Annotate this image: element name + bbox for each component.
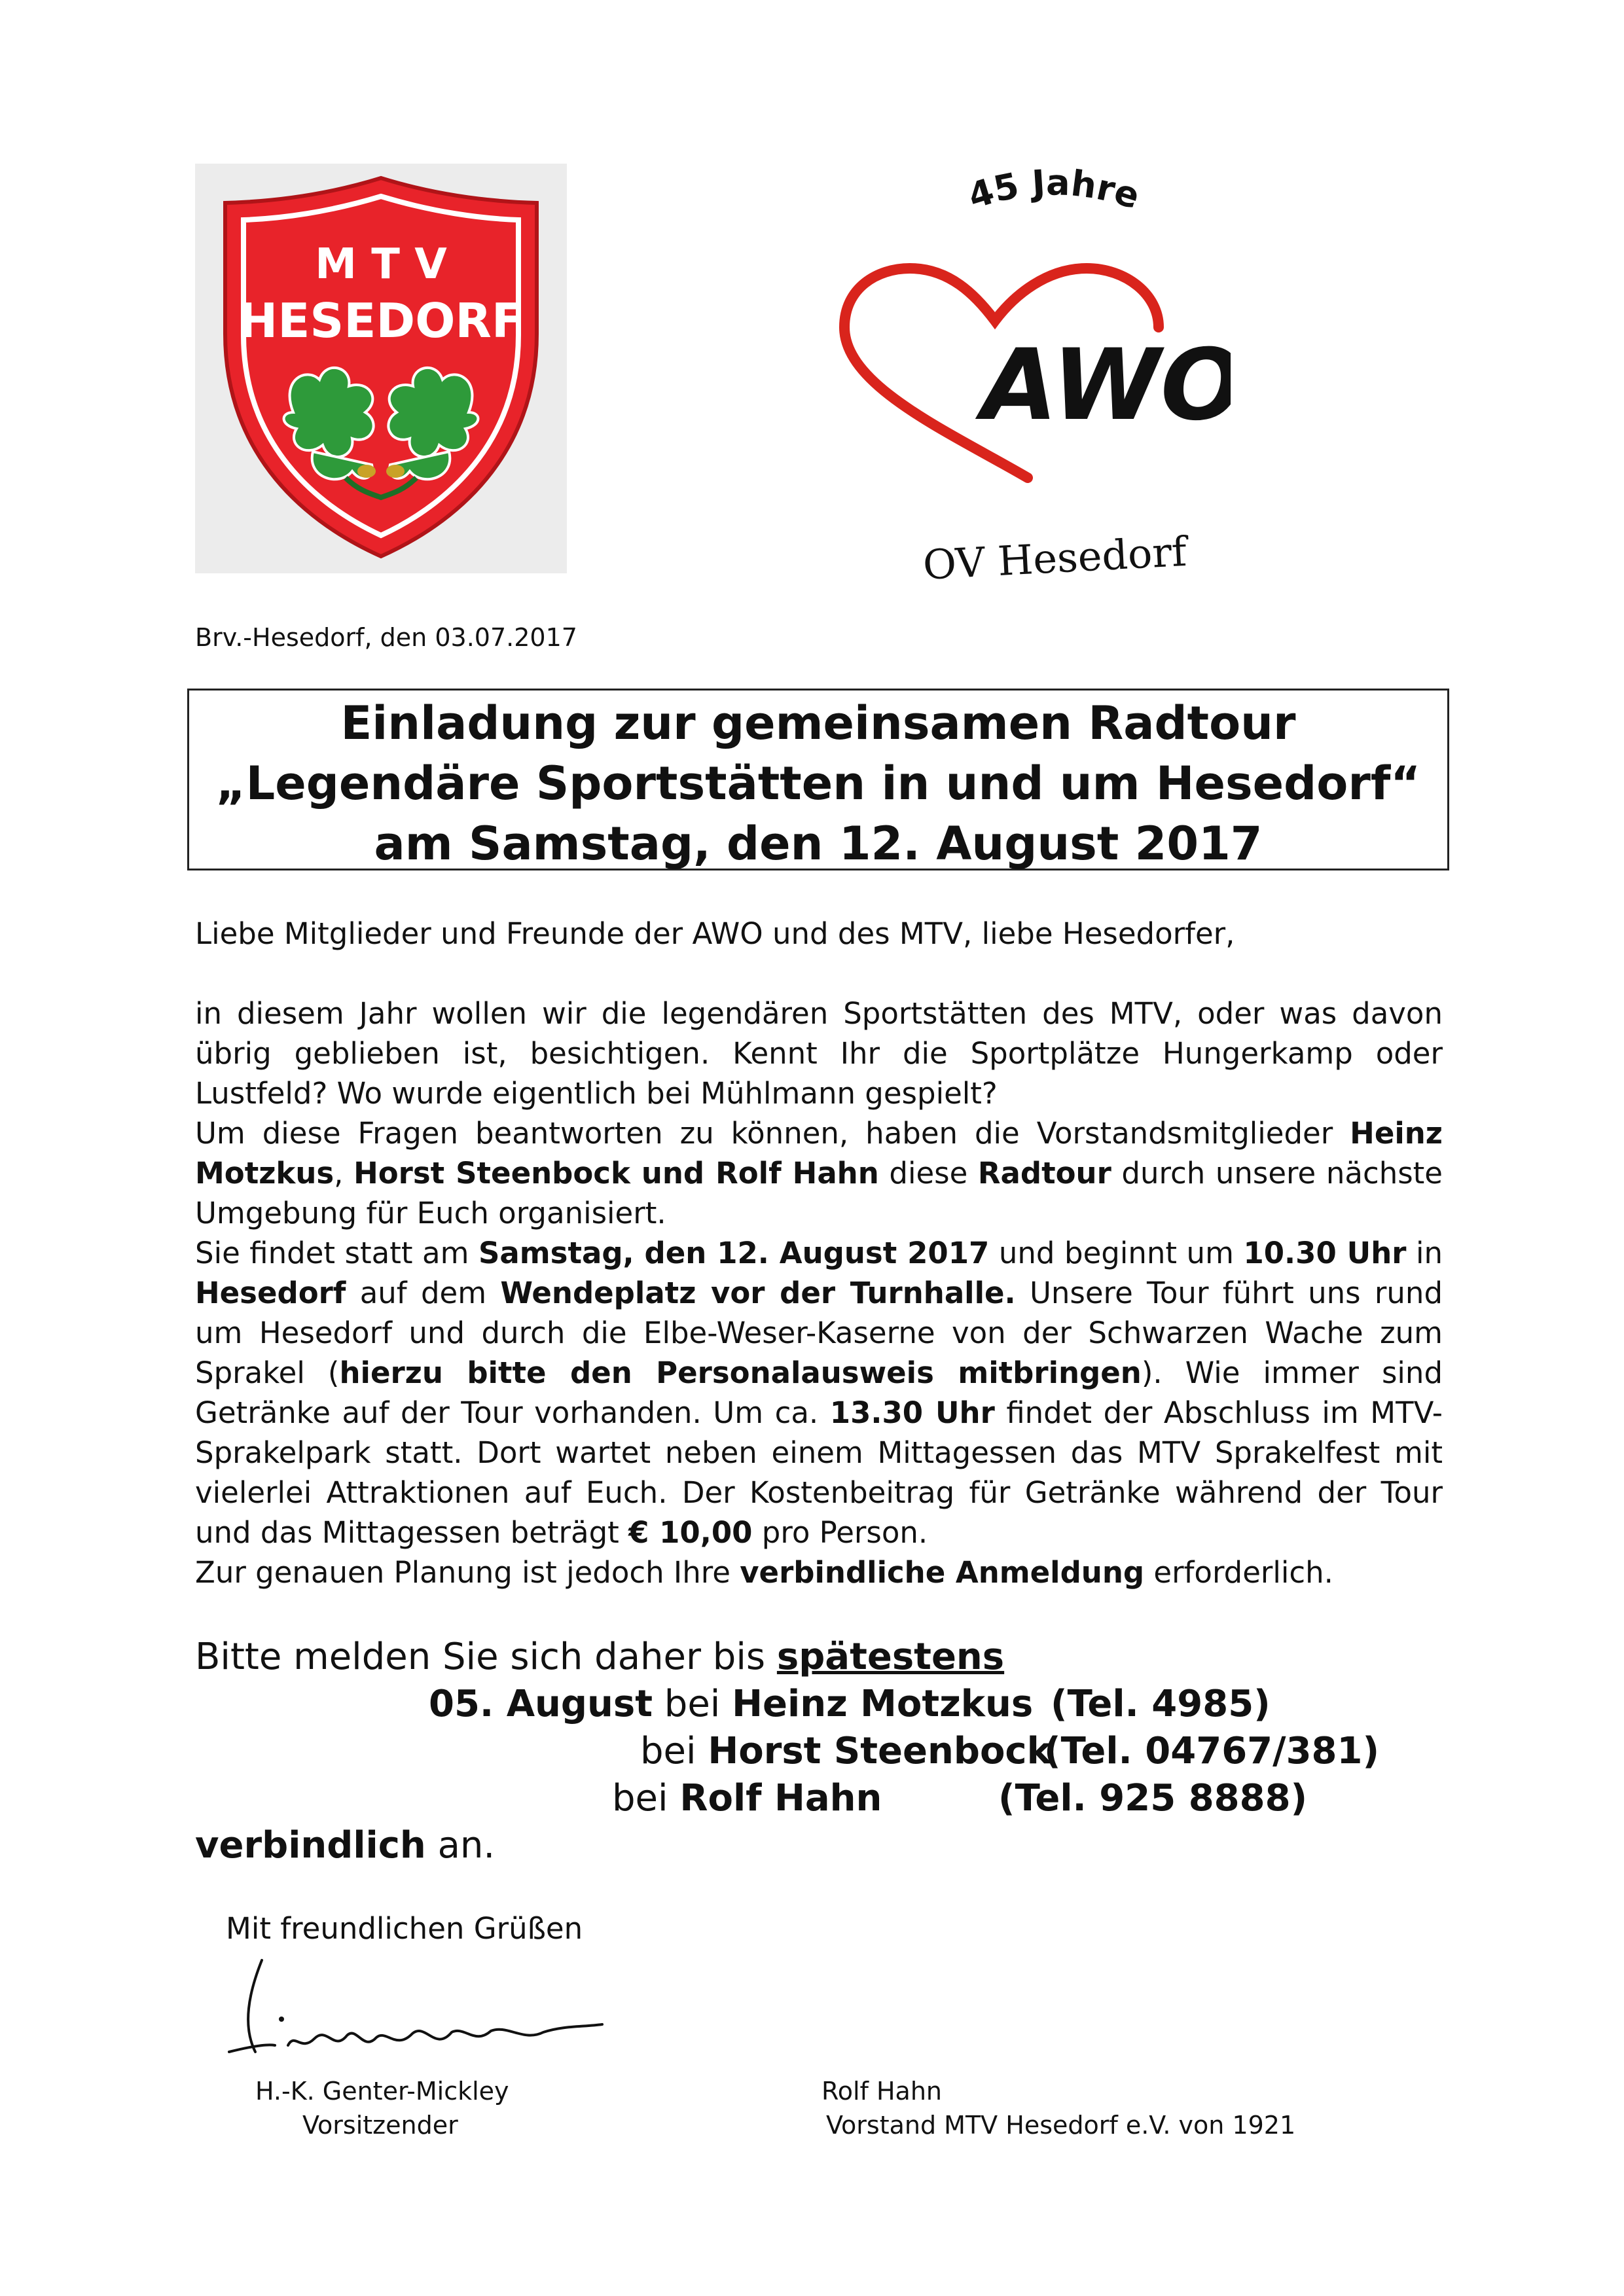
registration-contact-1: 05. August bei Heinz Motzkus: [429, 1683, 1034, 1725]
awo-branch-label: [916, 520, 1191, 592]
body-paragraph-3: Sie findet statt am Samstag, den 12. August 2017 und beginnt um 10.30 Uhr in Hesedorf auf dem Wendeplatz vor der Turnhalle. Unsere Tour führt uns rund um Hesedorf und durch die Elbe-Weser-Kaserne von der Schwarzen Wache zum Sprakel (hierzu bitte den Personalausweis mitbringen). Wie immer sind Getränke auf der Tour vorhanden. Um ca. 13.30 Uhr findet der Abschluss im MTV-Sprakelpark statt. Dort wartet neben einem Mittagessen das MTV Sprakelfest mit vielerlei Attraktionen auf Euch. Der Kostenbeitrag für Getränke während der Tour und das Mittagessen beträgt € 10,00 pro Person.: [195, 1236, 1443, 1550]
body-paragraph-4: Zur genauen Planung ist jedoch Ihre verbindliche Anmeldung erforderlich.: [195, 1555, 1333, 1590]
signer-left-name: H.-K. Genter-Mickley: [255, 2077, 509, 2106]
svg-text:OV Hesedorf: OV Hesedorf: [922, 527, 1188, 589]
mtv-logo-text-bottom: HESEDORF: [238, 293, 524, 348]
registration-contact-3-tel: (Tel. 925 8888): [998, 1777, 1308, 1820]
signer-right-name: Rolf Hahn: [821, 2077, 942, 2106]
registration-contact-3: bei Rolf Hahn: [612, 1777, 882, 1820]
registration-closing: verbindlich an.: [195, 1824, 496, 1867]
signer-right-role: Vorstand MTV Hesedorf e.V. von 1921: [826, 2111, 1296, 2140]
greeting: Mit freundlichen Grüßen: [226, 1911, 583, 1946]
title-line-1: Einladung zur gemeinsamen Radtour: [340, 696, 1296, 750]
handwritten-signature: [216, 1954, 622, 2078]
registration-contact-1-tel: (Tel. 4985): [1051, 1683, 1271, 1725]
body-paragraph-1: in diesem Jahr wollen wir die legendären Sportstätten des MTV, oder was davon übrig geblieben ist, besichtigen. Kennt Ihr die Sportplätze Hungerkamp oder Lustfeld? Wo wurde eigentlich bei Mühlmann gespielt?: [195, 996, 1443, 1111]
salutation: Liebe Mitglieder und Freunde der AWO und des MTV, liebe Hesedorfer,: [195, 916, 1235, 951]
awo-heart-logo: [831, 262, 1231, 497]
registration-contact-2-tel: (Tel. 04767/381): [1044, 1730, 1380, 1772]
dateline: Brv.-Hesedorf, den 03.07.2017: [195, 623, 577, 652]
svg-text:45 Jahre: 45 Jahre: [963, 162, 1145, 217]
body-paragraph-2: Um diese Fragen beantworten zu können, haben die Vorstandsmitglieder Heinz Motzkus, Horst Steenbock und Rolf Hahn diese Radtour durch unsere nächste Umgebung für Euch organisiert.: [195, 1116, 1443, 1230]
registration-contact-2: bei Horst Steenbock: [640, 1730, 1051, 1772]
title-line-2: „Legendäre Sportstätten in und um Hesedorf“: [215, 757, 1421, 810]
awo-brand-text: AWO: [981, 329, 1231, 442]
signer-left-role: Vorsitzender: [302, 2111, 458, 2140]
registration-line-1: Bitte melden Sie sich daher bis spätestens: [195, 1636, 1005, 1678]
awo-anniversary-label: [943, 157, 1165, 236]
body-text: [195, 994, 1443, 1592]
title-box: [187, 689, 1449, 870]
mtv-logo-text-top: M T V: [315, 240, 447, 289]
title-line-3: am Samstag, den 12. August 2017: [374, 817, 1263, 870]
mtv-hesedorf-logo: [195, 164, 567, 573]
